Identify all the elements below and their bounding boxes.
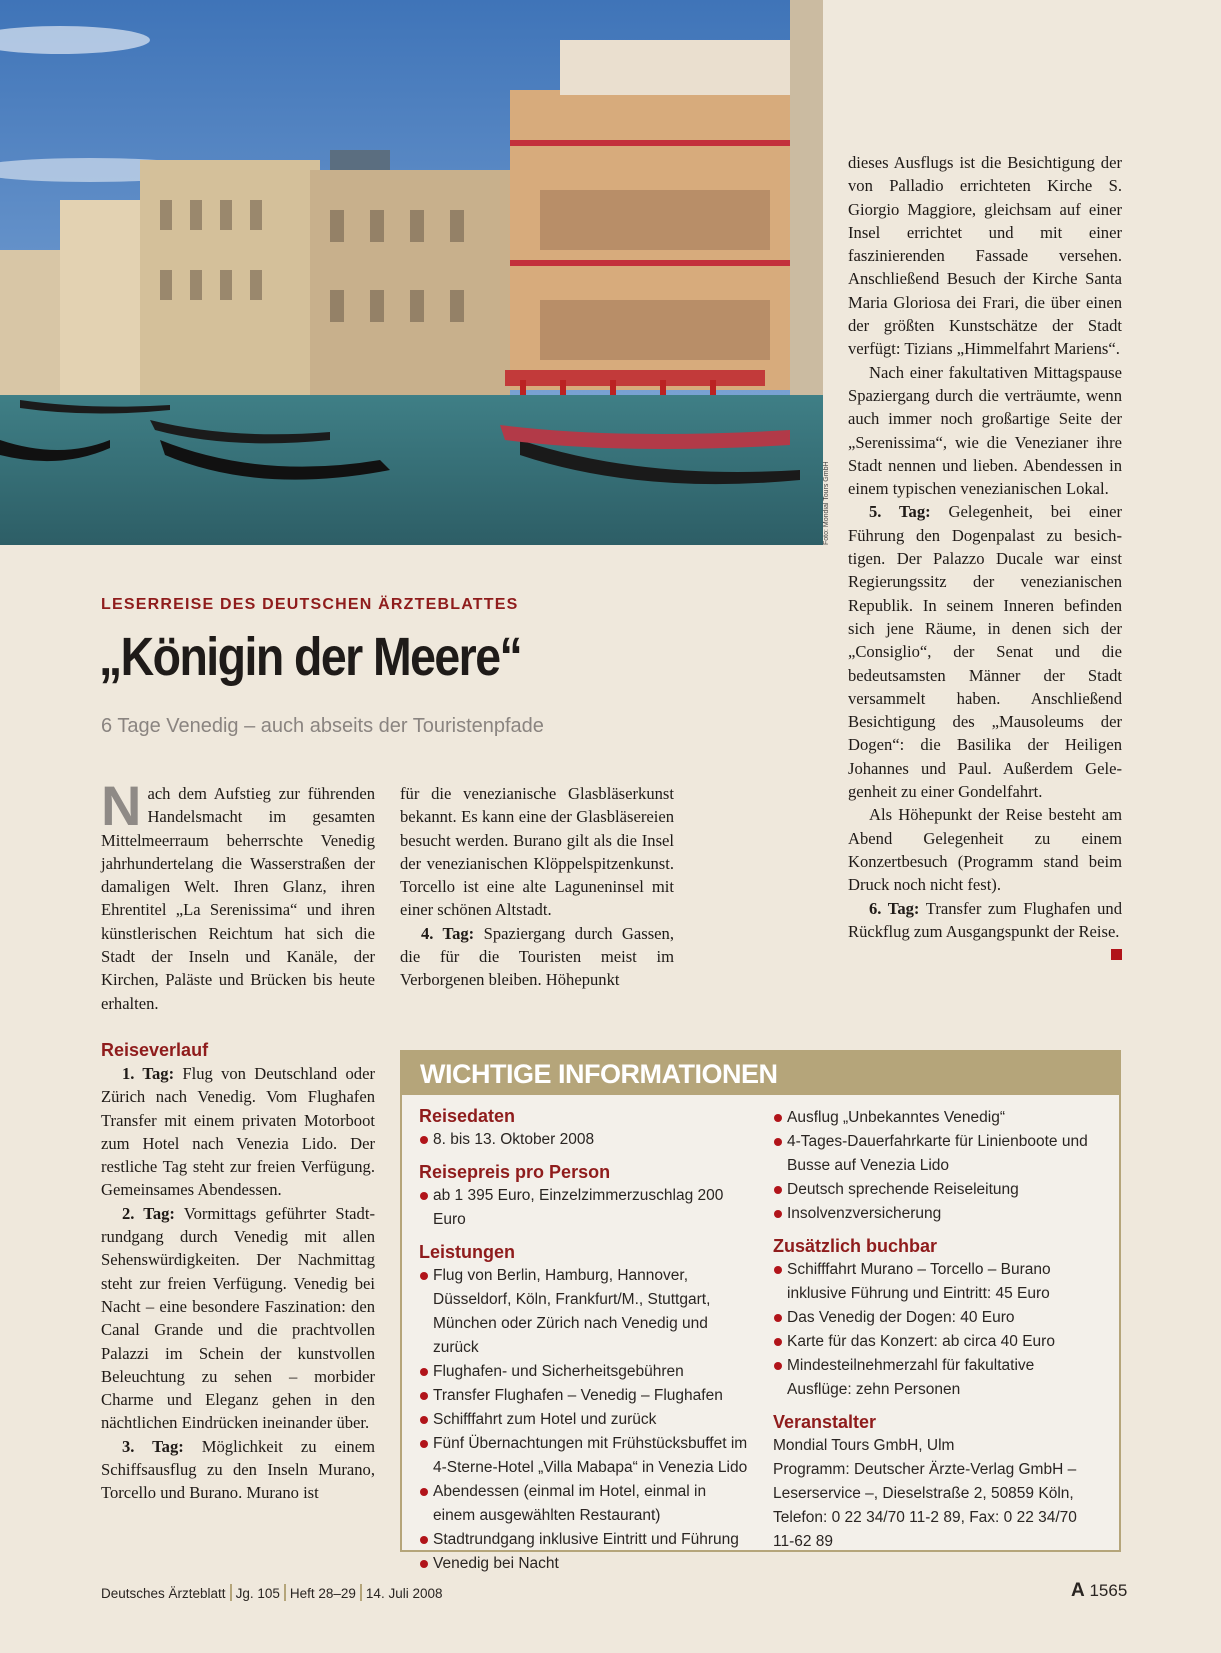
- bullet-item: Schifffahrt zum Hotel und zurück: [419, 1408, 749, 1432]
- bullet-item: Stadtrundgang inklusive Eintritt und Führung: [419, 1528, 749, 1552]
- bullet-item: Mindesteilnehmerzahl für fakultative Ausflüge: zehn Personen: [773, 1354, 1098, 1402]
- bullet-item: Flug von Berlin, Hamburg, Hannover, Düsseldorf, Köln, Frankfurt/M., Stuttgart, München oder Zürich nach Venedig und zurück: [419, 1264, 749, 1360]
- reiseverlauf-heading: Reiseverlauf: [101, 1039, 209, 1060]
- drop-cap: N: [101, 774, 142, 837]
- col3-paragraph-4: Als Höhepunkt der Reise besteht am Abend Gelegenheit zu einem Konzertbesuch (Programm stand beim Druck noch nicht fest).: [848, 805, 1122, 895]
- footer-issue: Heft 28–29: [289, 1586, 356, 1601]
- day4-paragraph: [400, 922, 674, 992]
- day4-text: Spaziergang durch Gassen, die für die Touristen meist im Verborgenen bleiben. Höhepunkt: [400, 923, 674, 990]
- reisepreis-heading: Reisepreis pro Person: [419, 1162, 611, 1182]
- bullet-item: ab 1 395 Euro, Einzelzimmerzuschlag 200 Euro: [419, 1184, 749, 1232]
- page-number-value: 1565: [1089, 1581, 1128, 1600]
- footer-volume: Jg. 105: [235, 1586, 280, 1601]
- bullet-item: Transfer Flughafen – Venedig – Flughafen: [419, 1384, 749, 1408]
- leistungen-heading: Leistungen: [419, 1242, 516, 1262]
- bullet-item: Insolvenzversicherung: [773, 1202, 1098, 1226]
- day5-label: 5. Tag:: [869, 502, 931, 522]
- photo-credit: Foto: Mondial Tours GmbH: [823, 461, 830, 545]
- intro-text: ach dem Aufstieg zur führenden Handelsmacht im gesamten Mittelmeerraum beherrschte Venedig jahrhundertelang die Wasserstraßen der damaligen Welt. Ihren Glanz, ihren Ehrentitel „La Serenissima“ und ihren künstlerischen Reichtum hat sich die Stadt der Inseln und Kanäle, der Kirchen, Paläste und Brücken bis heute erhalten.: [101, 784, 375, 1013]
- footer-separator: [284, 1584, 286, 1601]
- bullet-item: Fünf Übernachtungen mit Frühstücksbuffet im 4-Sterne-Hotel „Villa Mabapa“ in Venezia Lido: [419, 1432, 749, 1480]
- page-number: [1071, 1580, 1127, 1602]
- reisepreis-list: [419, 1184, 749, 1232]
- text-column-1: [101, 774, 375, 1505]
- bullet-item: Abendessen (einmal im Hotel, einmal in einem ausgewählten Restaurant): [419, 1480, 749, 1528]
- veranstalter-heading: Veranstalter: [773, 1412, 877, 1432]
- venice-photo: [0, 0, 823, 545]
- footer-separator: [360, 1584, 362, 1601]
- day3-label: 3. Tag:: [122, 1436, 184, 1456]
- bullet-item: 4-Tages-Dauerfahrkarte für Linienboote und Busse auf Venezia Lido: [773, 1130, 1098, 1178]
- info-box-heading: WICHTIGE INFORMATIONEN: [402, 1052, 1119, 1095]
- end-mark: [1111, 949, 1122, 960]
- bullet-item: Karte für das Konzert: ab circa 40 Euro: [773, 1330, 1098, 1354]
- bullet-item: 8. bis 13. Oktober 2008: [419, 1128, 749, 1152]
- bullet-item: Ausflug „Unbekanntes Venedig“: [773, 1106, 1098, 1130]
- reisedaten-list: [419, 1128, 749, 1152]
- col3-paragraph-2: Nach einer fakultativen Mittagspause Spaziergang durch die verträumte, wenn auch immer noch großartige Seite der „Serenissima“, wie die Venezianer ihre Stadt nennen und lieben. Abendessen in einem typischen venezianischen Lokal.: [848, 362, 1122, 499]
- footer-date: 14. Juli 2008: [365, 1586, 443, 1601]
- text-column-2: [400, 782, 674, 992]
- veranstalter-name: Mondial Tours GmbH, Ulm: [773, 1437, 955, 1454]
- day5-paragraph: [848, 500, 1122, 803]
- day3-paragraph: [101, 1435, 375, 1505]
- footer-journal: Deutsches Ärzteblatt: [101, 1586, 226, 1601]
- zusatz-list: [773, 1258, 1098, 1402]
- day3-text: Möglichkeit zu einem Schiffsausflug zu den Inseln Murano, Torcello und Burano. Murano ist: [101, 1436, 375, 1503]
- reisedaten-heading: Reisedaten: [419, 1106, 516, 1126]
- text-column-3: [848, 151, 1122, 960]
- bullet-item: Das Venedig der Dogen: 40 Euro: [773, 1306, 1098, 1330]
- day5-text: Gelegenheit, bei einer Führung den Dogenpalast zu besichtigen. Der Palazzo Ducale war einst Regierungssitz der venezianischen Republik. In seinem Inneren befinden sich jene Räume, in denen sich der „Consiglio“, der Senat und die bedeutsamsten Männer der Stadt versammelt haben. Anschließend Besichtigung des „Mausoleums der Dogen“: die Basilika der Heiligen Johannes und Paul. Außerdem Gelegenheit zu einer Gondelfahrt.: [848, 502, 1122, 802]
- leistungen-list: [419, 1264, 749, 1576]
- col2-continuation: für die venezianische Glasbläserkunst bekannt. Es kann eine der Glasbläsereien besucht werden. Burano gilt als die Insel der venezianischen Klöppelspitzenkunst. Torcello ist eine alte Laguneninsel mit einer schönen Altstadt.: [400, 784, 674, 920]
- bullet-item: Venedig bei Nacht: [419, 1552, 749, 1576]
- kicker: LESERREISE DES DEUTSCHEN ÄRZTEBLATTES: [101, 596, 519, 613]
- day2-text: Vormittags geführter Stadtrundgang durch Venedig mit allen Sehenswürdigkeiten. Der Nachmittag steht zur freien Verfügung. Venedig bei Nacht – eine besondere Faszination: den Canal Grande und die prachtvollen Palazzi im Schein der kunstvollen Beleuchtung zu sehen – morbider Charme und Eleganz gehen in den nächtlichen Eindrücken ineinander über.: [101, 1203, 375, 1433]
- subheadline: 6 Tage Venedig – auch abseits der Touristenpfade: [101, 715, 544, 737]
- day2-paragraph: [101, 1202, 375, 1435]
- day6-paragraph: [848, 897, 1122, 944]
- day6-text: Transfer zum Flughafen und Rückflug zum Ausgangspunkt der Reise.: [848, 898, 1122, 941]
- info-column-right: [773, 1106, 1098, 1554]
- bullet-item: Schifffahrt Murano – Torcello – Burano inklusive Führung und Eintritt: 45 Euro: [773, 1258, 1098, 1306]
- day1-text: Flug von Deutschland oder Zürich nach Venedig. Vom Flughafen Transfer mit einem privaten Motorboot zum Hotel nach Venezia Lido. Der restliche Tag steht zur freien Verfügung. Gemeinsames Abendessen.: [101, 1063, 375, 1200]
- col3-continuation: dieses Ausflugs ist die Besichtigung der von Palladio errichteten Kirche S. Giorgio Maggiore, gleichsam auf einer Insel errichtet und mit einer faszinierenden Fassade versehen. Anschließend Besuch der Kirche Santa Maria Gloriosa dei Frari, die über einen der größten Kunstschätze der Stadt verfügt: Tizians „Himmelfahrt Mariens“.: [848, 153, 1122, 359]
- zusatz-heading: Zusätzlich buchbar: [773, 1236, 938, 1256]
- footer-citation: [101, 1584, 442, 1601]
- info-column-left: [419, 1104, 749, 1584]
- intro-paragraph: [101, 774, 375, 1015]
- day4-label: 4. Tag:: [421, 923, 475, 943]
- footer-separator: [230, 1584, 232, 1601]
- veranstalter-programm: Programm: Deutscher Ärzte-Verlag GmbH – Leserservice –, Dieselstraße 2, 50859 Köln, Telefon: 0 22 34/70 11-2 89, Fax: 0 22 34/70 11-62 89: [773, 1461, 1077, 1550]
- leistungen-list-continued: [773, 1106, 1098, 1226]
- bullet-item: Deutsch sprechende Reiseleitung: [773, 1178, 1098, 1202]
- bullet-item: Flughafen- und Sicherheitsgebühren: [419, 1360, 749, 1384]
- day1-paragraph: [101, 1062, 375, 1202]
- day1-label: 1. Tag:: [122, 1063, 175, 1083]
- page-prefix: A: [1071, 1580, 1085, 1601]
- day6-label: 6. Tag:: [869, 898, 920, 918]
- day2-label: 2. Tag:: [122, 1203, 175, 1223]
- headline: „Königin der Meere“: [99, 627, 522, 687]
- info-box: [400, 1050, 1121, 1572]
